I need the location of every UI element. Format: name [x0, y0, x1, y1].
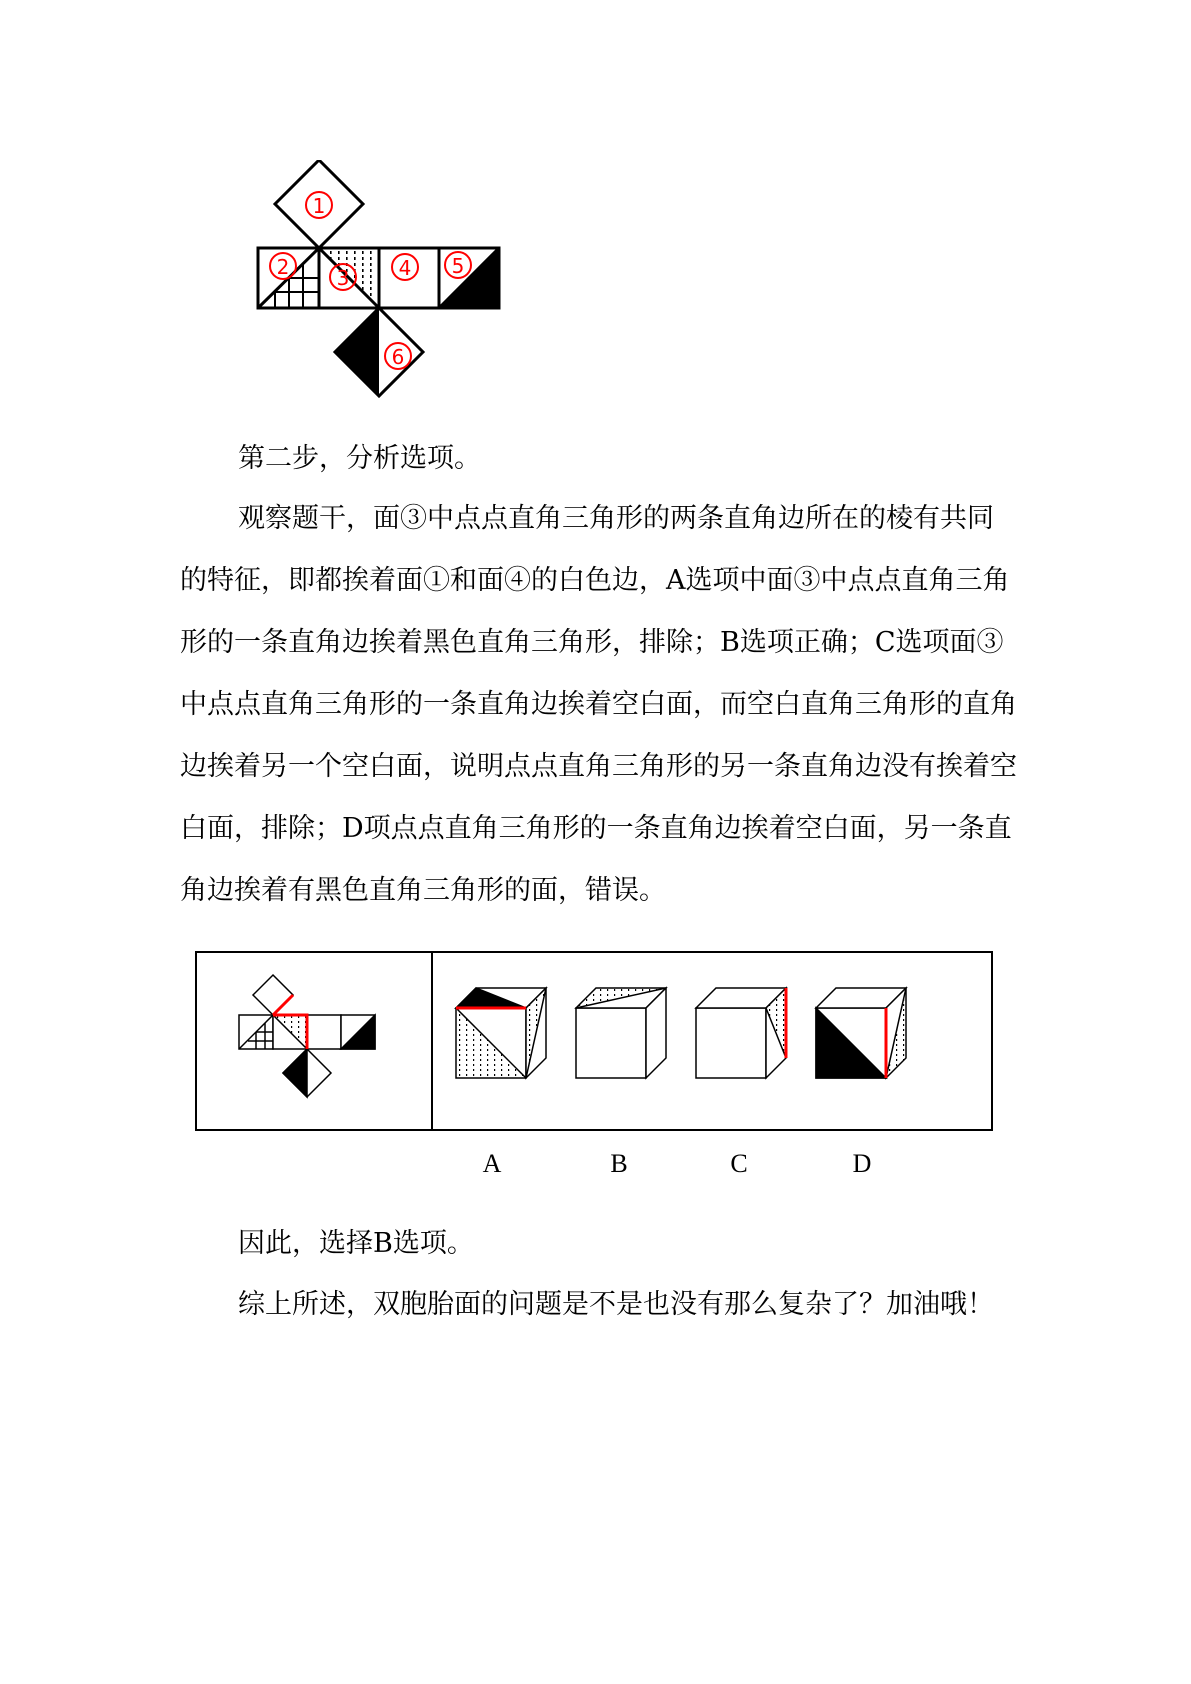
- cube-net-figure: [255, 160, 520, 415]
- summary-paragraph: 综上所述，双胞胎面的问题是不是也没有那么复杂了？加油哦！: [238, 1289, 994, 1320]
- conclusion-paragraph: 因此，选择B选项。: [238, 1228, 474, 1259]
- option-label-b: B: [610, 1149, 628, 1178]
- analysis-paragraph: 观察题干，面③中点点直角三角形的两条直角边所在的棱有共同的特征，即都挨着面①和面④的白色边，A选项中面③中点点直角三角形的一条直角边挨着黑色直角三角形，排除；B选项正确；C选项面③中点点直角三角形的一条直角边挨着空白面，而空白直角三角形的直角边挨着另一个空白面，说明点点直角三角形的另一条直角边没有挨着空白面，排除；D项点点直角三角形的一条直角边挨着空白面，另一条直角边挨着有黑色直角三角形的面，错误。: [180, 503, 1017, 906]
- option-c-cube: [696, 988, 786, 1078]
- option-label-a: A: [482, 1149, 502, 1178]
- step2-paragraph: 第二步，分析选项。: [238, 443, 481, 474]
- option-a-cube: [456, 988, 546, 1078]
- svg-text:2: 2: [276, 255, 290, 279]
- svg-text:6: 6: [391, 345, 405, 369]
- option-b-cube: [576, 988, 666, 1078]
- svg-text:5: 5: [451, 254, 465, 278]
- svg-text:3: 3: [336, 266, 350, 290]
- option-label-d: D: [852, 1149, 872, 1178]
- option-d-cube: [816, 988, 906, 1078]
- option-label-c: C: [730, 1149, 748, 1178]
- options-figure: [194, 950, 994, 1182]
- svg-text:4: 4: [398, 256, 412, 280]
- svg-text:1: 1: [312, 194, 326, 218]
